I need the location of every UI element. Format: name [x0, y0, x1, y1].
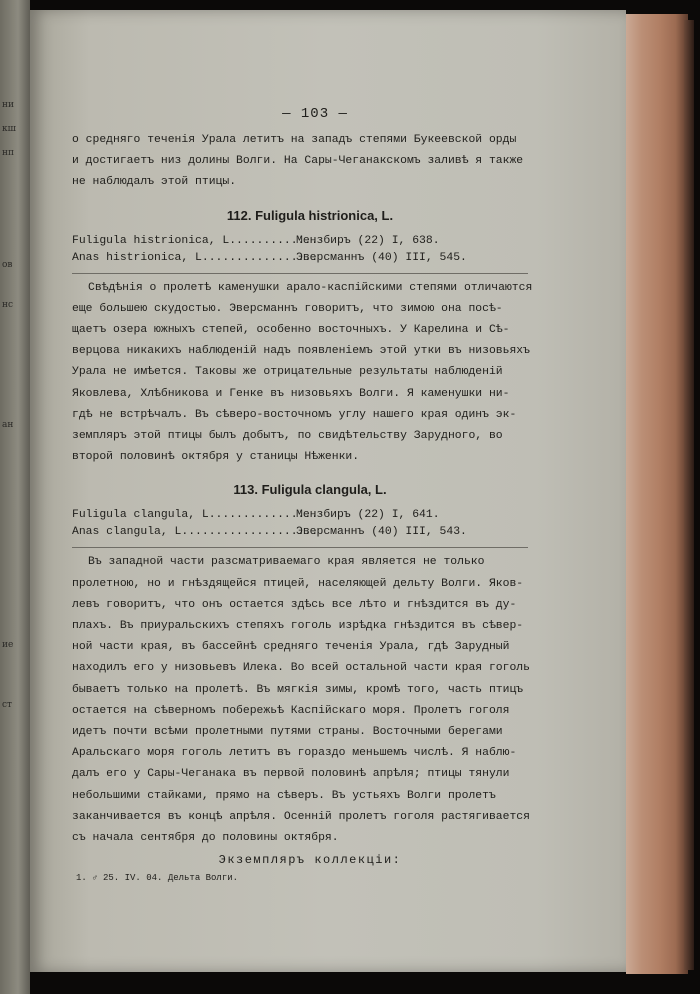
book-cover-edge [626, 14, 688, 974]
species-paragraph [72, 552, 528, 849]
synonym-name: Fuligula histrionica, L............. [72, 234, 319, 247]
specimen-entry: 1. ♂ 25. IV. 04. Дельта Волги. [76, 873, 239, 884]
left-page-fragment: ни [2, 100, 14, 110]
text-line: пролетною, но и гнѣздящейся птицей, населяющей дельту Волги. Яков- [72, 577, 524, 590]
synonym-row [72, 233, 528, 250]
text-line: бываетъ только на пролетѣ. Въ мягкія зимы, кромѣ того, часть птицъ [72, 683, 524, 696]
synonym-reference: Мензбиръ (22) I, 641. [296, 509, 440, 522]
text-line: Аральскаго моря гоголь летитъ въ гораздо меньшемъ числѣ. Я наблю- [72, 747, 517, 760]
text-line: небольшими стайками, прямо на сѣверъ. Въ устьяхъ Волги пролетъ [72, 789, 496, 802]
text-line: еще большею скудостью. Эверсманнъ говоритъ, что зимою она посѣ- [72, 302, 503, 315]
page-number: — 103 — [282, 106, 348, 122]
synonym-list [72, 507, 528, 541]
synonym-reference: Мензбиръ (22) I, 638. [296, 234, 440, 247]
previous-page-edge [0, 0, 30, 994]
text-line: остается на сѣверномъ побережьѣ Каспійскаго моря. Пролетъ гоголя [72, 704, 510, 717]
left-page-fragment: ан [2, 420, 14, 430]
text-line: плахъ. Въ приуральскихъ степяхъ гоголь изрѣдка гнѣздится въ сѣвер- [72, 620, 524, 633]
left-page-fragment: ов [2, 260, 13, 270]
text-line: Урала не имѣется. Таковы же отрицательные результаты наблюденій [72, 366, 503, 379]
text-line: земпляръ этой птицы былъ добытъ, по свидѣтельству Зарудного, во [72, 430, 503, 443]
text-line: верцова никакихъ наблюденій надъ появленіемъ этой утки въ низовьяхъ [72, 345, 530, 358]
text-line: второй половинѣ октября у станицы Нѣженки. [72, 451, 360, 464]
book-spine-shadow [684, 20, 694, 970]
text-line: Свѣдѣнія о пролетѣ каменушки арало-каспійскими степями отличаются [88, 281, 533, 294]
divider [72, 547, 528, 548]
synonym-list [72, 233, 528, 267]
left-page-fragment: нс [2, 300, 14, 310]
left-page-fragment: ие [2, 640, 14, 650]
synonym-row [72, 524, 528, 541]
text-line: идетъ почти всѣми пролетными путями страны. Восточными берегами [72, 726, 503, 739]
book-page [30, 10, 626, 972]
synonym-reference: Эверсманнъ (40) III, 545. [296, 251, 467, 264]
divider [72, 273, 528, 274]
synonym-row [72, 507, 528, 524]
left-page-fragment: нп [2, 148, 14, 158]
left-page-fragment: ст [2, 700, 13, 710]
text-line: щаетъ озера южныхъ степей, особенно восточныхъ. У Карелина и Сѣ- [72, 324, 510, 337]
text-line: далъ его у Сары-Чеганака въ первой половинѣ апрѣля; птицы тянули [72, 768, 510, 781]
text-line: съ начала сентября до половины октября. [72, 832, 339, 845]
text-line: о средняго теченія Урала летитъ на западъ степями Букеевской орды [72, 134, 517, 146]
text-line: и достигаетъ низ долины Волги. На Сары-Чеганакскомъ заливѣ я также [72, 155, 524, 168]
text-line: ной части края, въ бассейнѣ средняго теченія Урала, гдѣ Зарудный [72, 641, 510, 654]
synonym-reference: Эверсманнъ (40) III, 543. [296, 526, 467, 539]
left-page-fragment: кш [2, 124, 16, 134]
species-paragraph [72, 278, 533, 469]
intro-paragraph [72, 130, 528, 194]
text-line: Въ западной части разсматриваемаго края является не только [88, 556, 485, 569]
species-heading: 112. Fuligula histrionica, L. [226, 207, 394, 223]
collection-heading: Экземпляръ коллекціи: [218, 853, 402, 868]
synonym-name: Anas clangula, L.................... [72, 526, 319, 539]
page-content [72, 106, 533, 884]
text-line: не наблюдалъ этой птицы. [72, 176, 237, 189]
text-line: Яковлева, Хлѣбникова и Генке въ низовьяхъ Волги. Я каменушки ни- [72, 387, 510, 400]
synonym-row [72, 250, 528, 267]
species-heading: 113. Fuligula clangula, L. [233, 482, 387, 498]
text-line: находилъ его у низовьевъ Илека. Во всей остальной части края гоголь [72, 662, 530, 675]
text-line: левъ говоритъ, что онъ остается здѣсь все лѣто и гнѣздится въ ду- [72, 598, 517, 611]
text-line: заканчивается въ концѣ апрѣля. Осенній пролетъ гоголя растягивается [72, 810, 530, 823]
synonym-name: Anas histrionica, L................. [72, 251, 319, 264]
synonym-name: Fuligula clangula, L................ [72, 509, 319, 522]
text-line: гдѣ не встрѣчалъ. Въ сѣверо-восточномъ углу нашего края одинъ эк- [72, 408, 517, 421]
